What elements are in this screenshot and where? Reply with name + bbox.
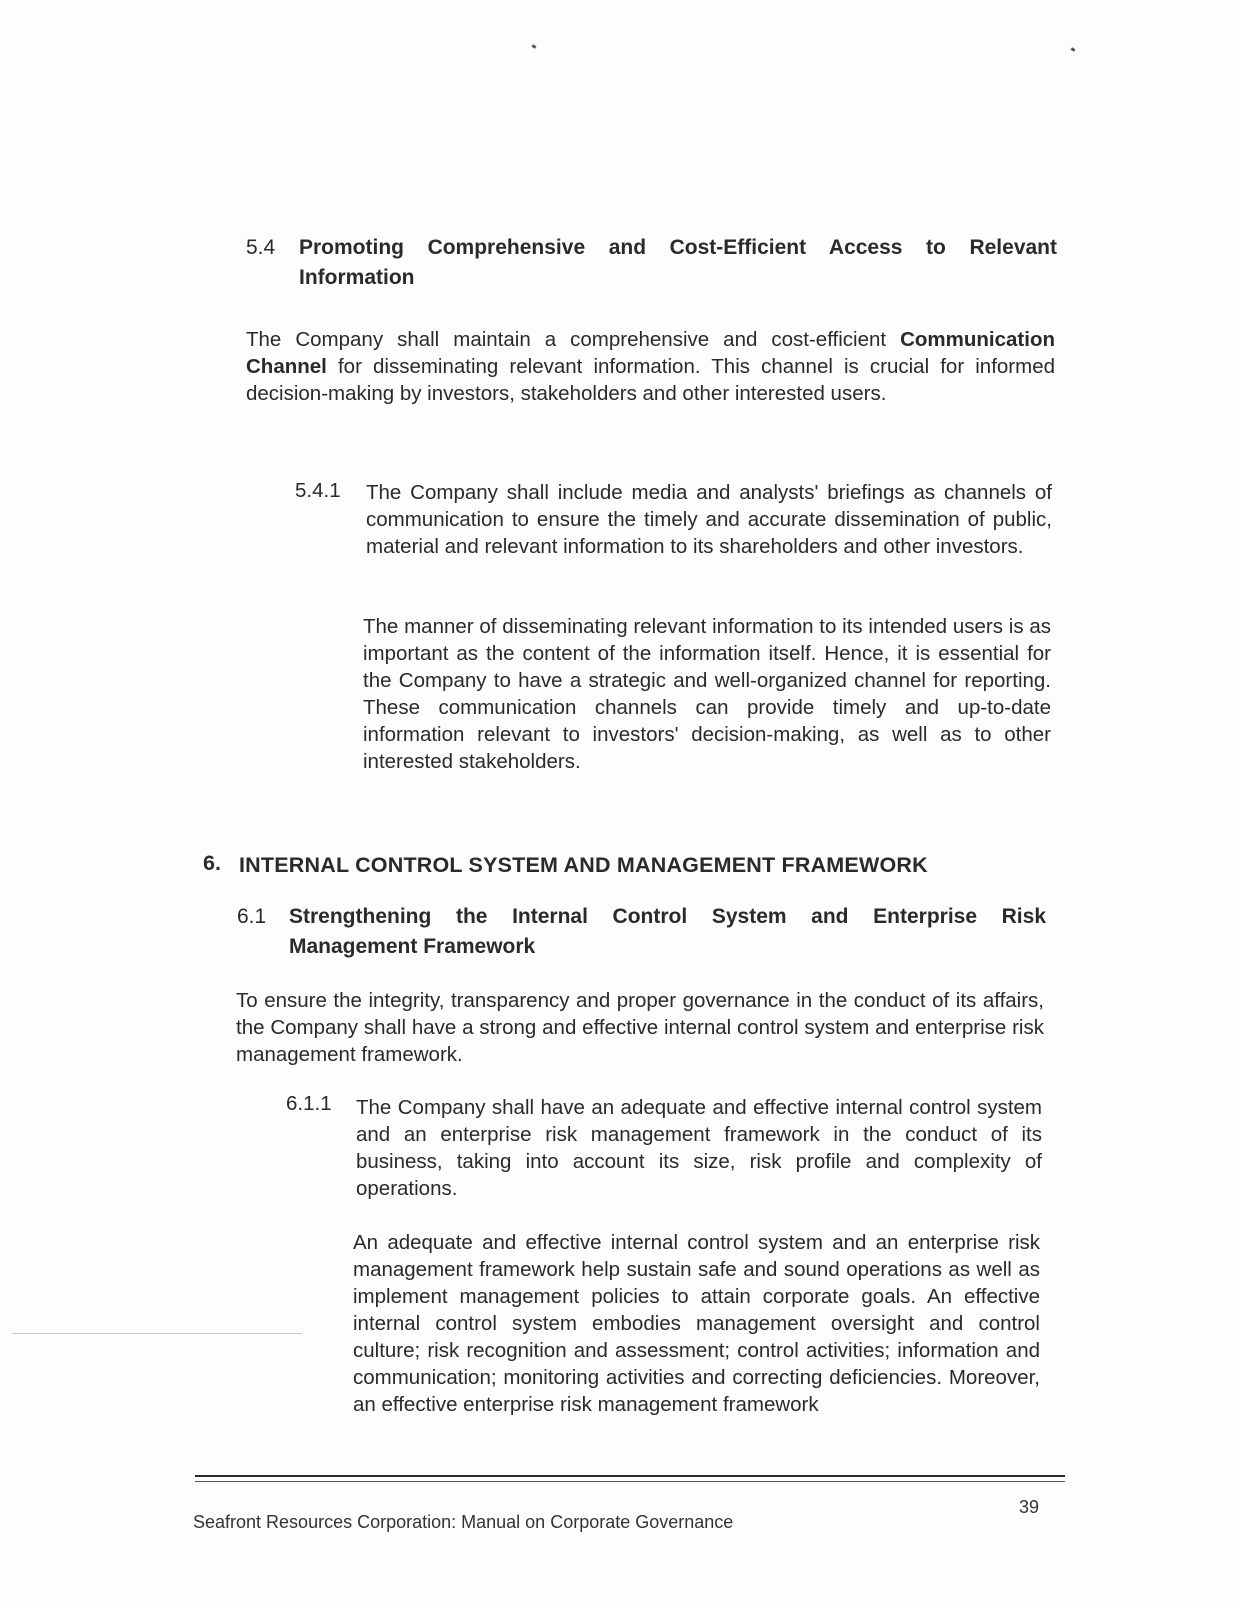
section-paragraph (246, 326, 1055, 407)
subsection-number: 5.4.1 (295, 479, 341, 502)
chapter-heading: INTERNAL CONTROL SYSTEM AND MANAGEMENT FRAMEWORK (239, 853, 928, 877)
scan-mark (1071, 47, 1076, 52)
paragraph-text: for disseminating relevant information. This channel is crucial for informed decision-making by investors, stakeholders and other interested users. (246, 355, 1055, 405)
scan-line (12, 1333, 302, 1334)
subsection-number: 6.1.1 (286, 1092, 332, 1115)
subsection-paragraph: An adequate and effective internal control system and an enterprise risk management framework help sustain safe and sound operations as well as implement management policies to attain corporate goals. An effective internal control system embodies management oversight and control culture; risk recognition and assessment; control activities; information and communication; monitoring activities and correcting deficiencies. Moreover, an effective enterprise risk management framework (353, 1231, 1040, 1416)
subsection-paragraph: The Company shall include media and analysts' briefings as channels of communication to ensure the timely and accurate dissemination of public, material and relevant information to its shareholders and other investors. (366, 481, 1052, 558)
paragraph-text: The Company shall maintain a comprehensive and cost-efficient (246, 328, 901, 351)
section-number: 5.4 (246, 236, 276, 259)
footer-rule (195, 1475, 1065, 1477)
scan-mark (532, 44, 537, 49)
chapter-number: 6. (203, 851, 221, 875)
subsection-paragraph: The manner of disseminating relevant information to its intended users is as important as the content of the information itself. Hence, it is essential for the Company to have a strategic and well-organized channel for reporting. These communication channels can provide timely and up-to-date information relevant to investors' decision-making, as well as to other interested stakeholders. (363, 615, 1051, 773)
section-heading: Promoting Comprehensive and Cost-Efficient Access to Relevant Information (299, 236, 1057, 289)
page-number: 39 (1019, 1497, 1040, 1517)
emphasis-text: Communication Channel (246, 328, 1055, 378)
section-heading: Strengthening the Internal Control System and Enterprise Risk Management Framework (289, 905, 1046, 958)
section-number: 6.1 (237, 905, 267, 928)
subsection-paragraph: The Company shall have an adequate and effective internal control system and an enterprise risk management framework in the conduct of its business, taking into account its size, risk profile and complexity of operations. (356, 1096, 1042, 1200)
footer-title: Seafront Resources Corporation: Manual on Corporate Governance (193, 1512, 734, 1532)
footer-rule (195, 1481, 1065, 1482)
section-paragraph: To ensure the integrity, transparency and proper governance in the conduct of its affairs, the Company shall have a strong and effective internal control system and enterprise risk management framework. (236, 989, 1044, 1066)
